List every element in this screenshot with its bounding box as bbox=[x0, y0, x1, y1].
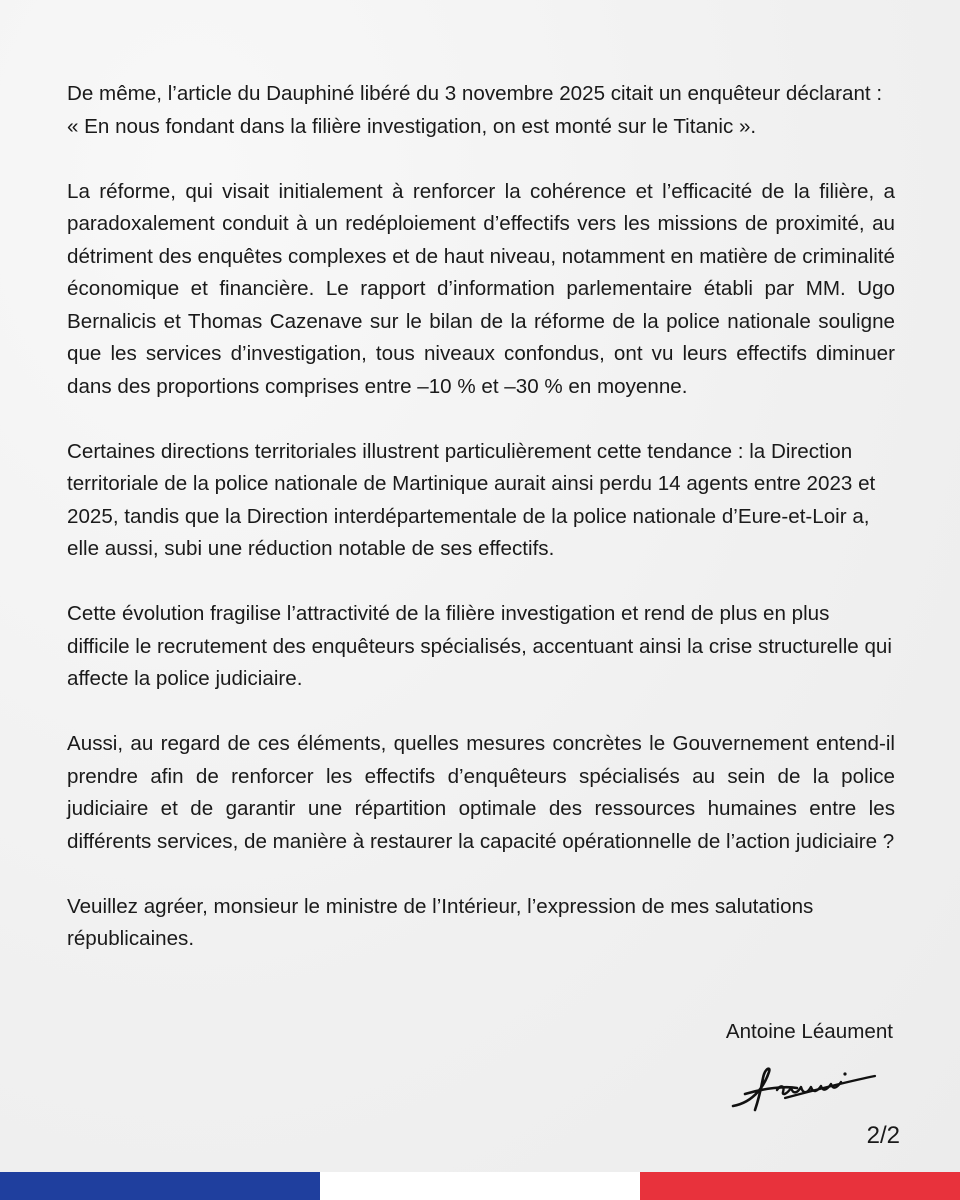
signature-block bbox=[653, 1016, 893, 1048]
page-number: 2/2 bbox=[866, 1122, 900, 1149]
paragraph-closing-salutation: Veuillez agréer, monsieur le ministre de l’Intérieur, l’expression de mes salutations républicaines. bbox=[67, 894, 814, 950]
signer-name: Antoine Léaument bbox=[725, 1020, 893, 1043]
flag-band-white bbox=[320, 1172, 640, 1200]
paragraph-reform-impact: La réforme, qui visait initialement à renforcer la cohérence et l’efficacité de la filière, a paradoxalement conduit à un redéploiement d’effectifs vers les missions de proximité, au détriment des enquêtes complexes et de haut niveau, notamment en matière de criminalité économique et financière. Le rapport d’information parlementaire établi par MM. Ugo Bernalicis et Thomas Cazenave sur le bilan de la réforme de la police nationale souligne que les services d’investigation, tous niveaux confondus, ont vu leurs effectifs diminuer dans des proportions comprises entre –10 % et –30 % en moyenne. bbox=[67, 179, 895, 398]
handwritten-signature bbox=[725, 1054, 885, 1124]
flag-band-blue bbox=[0, 1172, 320, 1200]
paragraph-question: Aussi, au regard de ces éléments, quelles mesures concrètes le Gouvernement entend-il prendre afin de renforcer les effectifs d’enquêteurs spécialisés au sein de la police judiciaire et de garantir une répartition optimale des ressources humaines entre les différents services, de manière à restaurer la capacité opérationnelle de l’action judiciaire ? bbox=[67, 732, 895, 853]
letter-body bbox=[67, 78, 895, 988]
french-flag-bar bbox=[0, 1172, 960, 1200]
paragraph-territorial-directions: Certaines directions territoriales illustrent particulièrement cette tendance : la Direction territoriale de la police nationale de Martinique aurait ainsi perdu 14 agents entre 2023 et 2025, tandis que la Direction interdépartementale de la police nationale d’Eure-et-Loir a, elle aussi, subi une réduction notable de ses effectifs. bbox=[67, 439, 876, 560]
flag-band-red bbox=[640, 1172, 960, 1200]
paragraph-attractiveness: Cette évolution fragilise l’attractivité de la filière investigation et rend de plus en plus difficile le recrutement des enquêteurs spécialisés, accentuant ainsi la crise structurelle qui affecte la police judiciaire. bbox=[67, 602, 892, 690]
paragraph-titanic-quote: De même, l’article du Dauphiné libéré du 3 novembre 2025 citait un enquêteur déclarant : « En nous fondant dans la filière investigation, on est monté sur le Titanic ». bbox=[67, 82, 883, 138]
